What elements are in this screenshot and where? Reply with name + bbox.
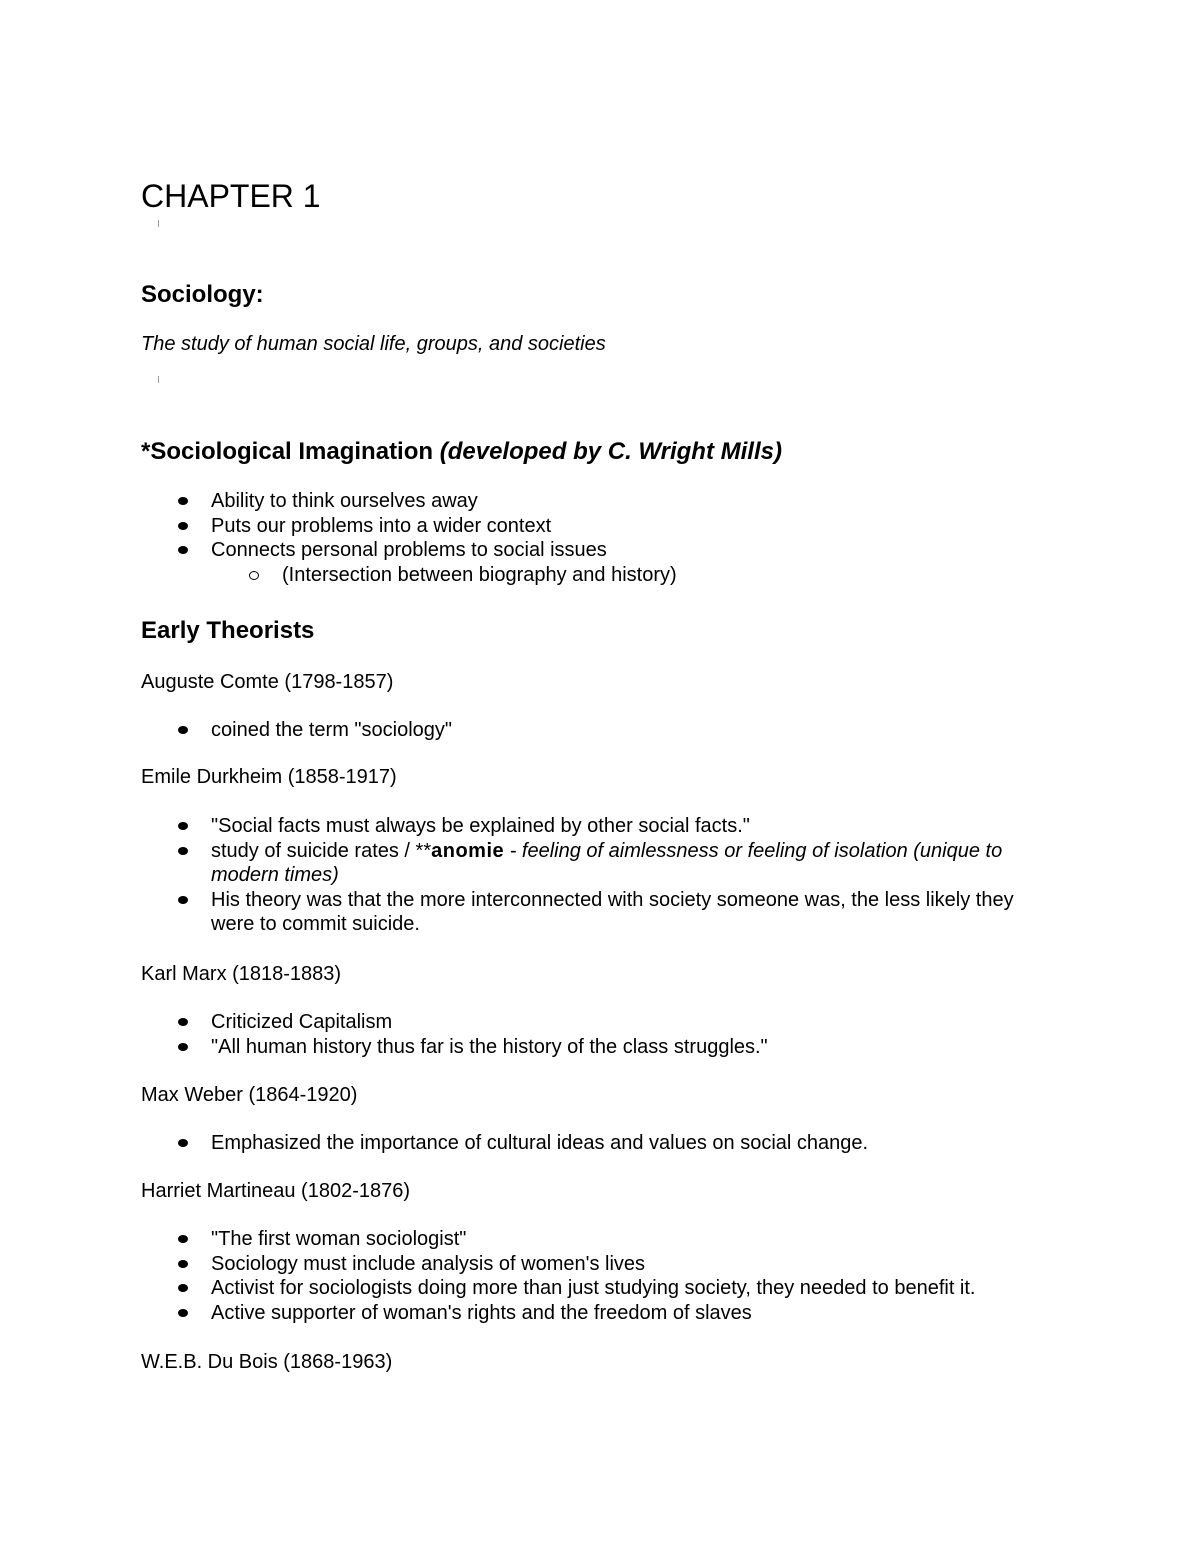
sociology-definition: The study of human social life, groups, and societies — [141, 333, 606, 355]
early-theorists-heading: Early Theorists — [141, 617, 315, 644]
list-item-text: Puts our problems into a wider context — [211, 514, 552, 537]
bullet-icon — [178, 1235, 188, 1243]
theorist-weber: Max Weber (1864-1920) — [141, 1084, 358, 1106]
bullet-icon — [178, 1043, 188, 1051]
list-item — [0, 1301, 1051, 1326]
comte-list — [0, 718, 1051, 743]
heading-main: *Sociological Imagination — [141, 438, 440, 465]
list-item — [0, 1035, 1051, 1060]
tick-mark — [158, 376, 159, 383]
marx-list — [0, 1010, 1051, 1059]
heading-parenthetical: (developed by C. Wright Mills) — [439, 438, 782, 465]
list-item-text: Active supporter of woman's rights and the freedom of slaves — [211, 1301, 752, 1324]
list-item-text: Emphasized the importance of cultural ideas and values on social change. — [211, 1132, 869, 1154]
bullet-icon — [178, 822, 188, 830]
bullet-icon — [178, 726, 188, 734]
list-item-text: study of suicide rates / ** — [211, 839, 432, 862]
term-anomie: anomie — [431, 839, 505, 862]
theorist-comte: Auguste Comte (1798-1857) — [141, 671, 394, 693]
bullet-icon — [178, 522, 188, 530]
list-item-text: coined the term "sociology" — [211, 719, 452, 741]
list-item-text: (Intersection between biography and history) — [282, 563, 677, 586]
bullet-icon — [178, 546, 188, 554]
list-item — [0, 839, 1051, 888]
list-item-text: Sociology must include analysis of women's lives — [211, 1252, 646, 1275]
list-item — [0, 489, 1051, 514]
bullet-icon — [178, 1284, 188, 1292]
bullet-icon — [178, 1260, 188, 1268]
list-item — [0, 1252, 1051, 1277]
list-item — [0, 1227, 1051, 1252]
list-item-text: Connects personal problems to social issues — [211, 539, 607, 562]
sociological-imagination-heading — [141, 437, 782, 467]
weber-list — [0, 1131, 1051, 1156]
bullet-icon — [178, 896, 188, 904]
list-item-text: "Social facts must always be explained by other social facts." — [211, 815, 750, 837]
chapter-title: CHAPTER 1 — [141, 178, 321, 214]
bullet-icon — [178, 1018, 188, 1026]
list-item-text: "The first woman sociologist" — [211, 1228, 467, 1250]
list-item — [0, 538, 1051, 563]
theorist-marx: Karl Marx (1818-1883) — [141, 963, 342, 985]
theorist-martineau: Harriet Martineau (1802-1876) — [141, 1180, 411, 1202]
sociology-heading: Sociology: — [141, 281, 264, 308]
anomie-definition: - feeling of aimlessness or feeling of isolation (unique to modern times) — [211, 839, 1003, 887]
list-item-text: Activist for sociologists doing more than just studying society, they needed to benefit it. — [211, 1277, 976, 1300]
bullet-icon — [178, 1309, 188, 1317]
tick-mark — [158, 220, 159, 227]
bullet-icon — [178, 497, 188, 505]
list-item-text: His theory was that the more interconnected with society someone was, the less likely they were to commit suicide. — [211, 888, 1014, 936]
theorist-dubois: W.E.B. Du Bois (1868-1963) — [141, 1351, 393, 1373]
list-item — [0, 888, 1051, 937]
list-item — [0, 514, 1051, 539]
martineau-list — [0, 1227, 1051, 1325]
theorist-durkheim: Emile Durkheim (1858-1917) — [141, 766, 397, 788]
bullet-icon — [178, 847, 188, 855]
list-item-text: Ability to think ourselves away — [211, 490, 478, 512]
list-item — [0, 814, 1051, 839]
list-item — [0, 1276, 1051, 1301]
list-item-text: Criticized Capitalism — [211, 1011, 393, 1033]
sub-list-item — [0, 563, 1122, 588]
bullet-icon — [178, 1139, 188, 1147]
list-item-text: "All human history thus far is the history of the class struggles." — [211, 1035, 768, 1058]
list-item — [0, 1010, 1051, 1035]
list-item — [0, 718, 1051, 743]
hollow-bullet-icon — [249, 571, 259, 580]
list-item — [0, 1131, 1051, 1156]
durkheim-list — [0, 814, 1051, 937]
imagination-list — [0, 489, 1122, 587]
